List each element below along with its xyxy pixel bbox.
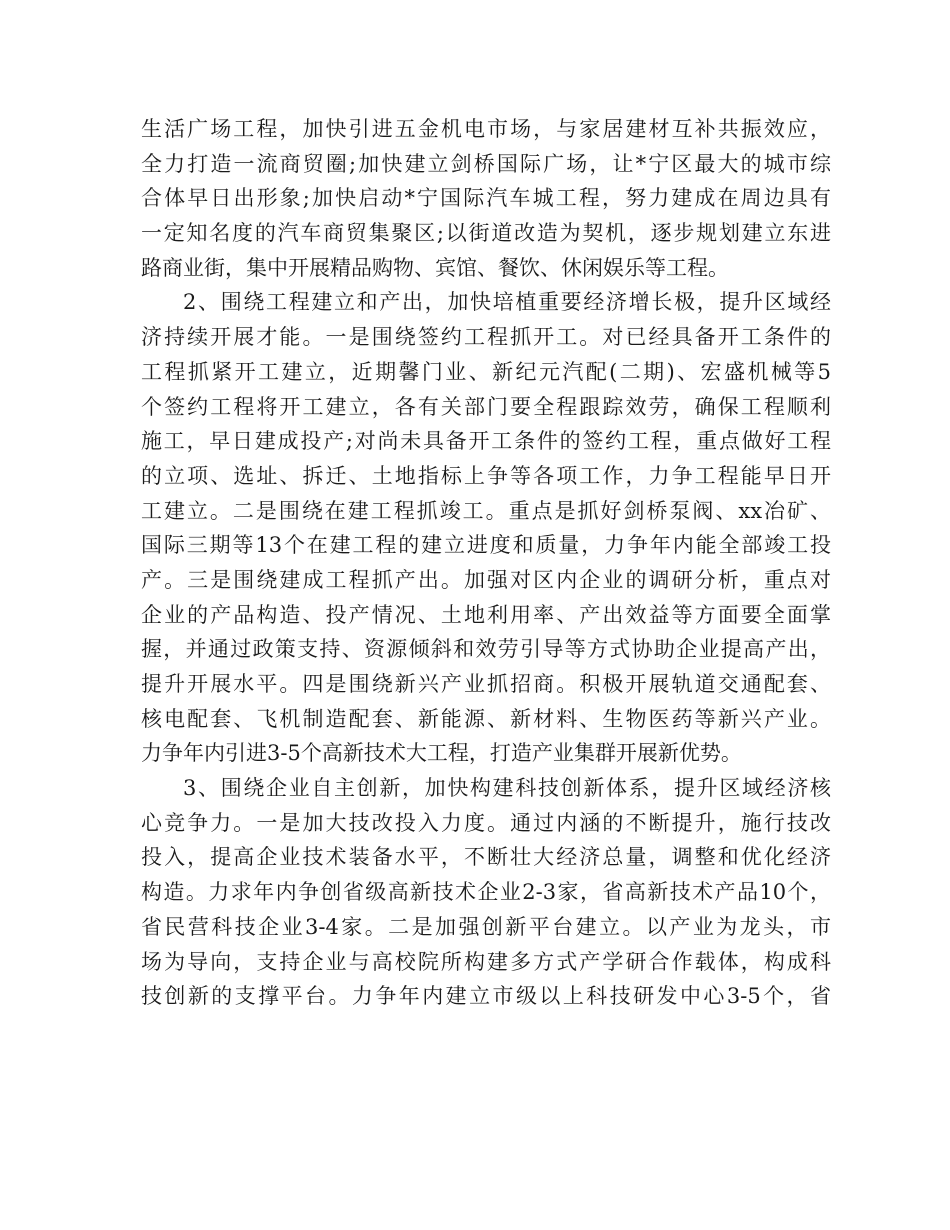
paragraph-1 — [141, 112, 831, 285]
text-line: 合体早日出形象;加快启动*宁国际汽车城工程，努力建成在周边具有 — [141, 186, 831, 211]
text-line: 构造。力求年内争创省级高新技术企业2-3家，省高新技术产品10个， — [141, 880, 831, 905]
paragraph-2 — [141, 285, 831, 771]
text-line: 生活广场工程，加快引进五金机电市场，与家居建材互补共振效应， — [141, 117, 831, 141]
text-line: 握，并通过政策支持、资源倾斜和效劳引导等方式协助企业提高产出， — [141, 637, 831, 662]
text-line: 企业的产品构造、投产情况、土地利用率、产出效益等方面要全面掌 — [141, 602, 831, 627]
text-line: 全力打造一流商贸圈;加快建立剑桥国际广场，让*宁区最大的城市综 — [141, 151, 831, 176]
text-line: 施工，早日建成投产;对尚未具备开工条件的签约工程，重点做好工程 — [141, 429, 831, 454]
text-line: 路商业街，集中开展精品购物、宾馆、餐饮、休闲娱乐等工程。 — [141, 255, 729, 280]
text-line: 核电配套、飞机制造配套、新能源、新材料、生物医药等新兴产业。 — [141, 706, 831, 731]
text-line: 产。三是围绕建成工程抓产出。加强对区内企业的调研分析，重点对 — [141, 567, 831, 592]
text-line: 技创新的支撑平台。力争年内建立市级以上科技研发中心3-5个，省 — [141, 984, 831, 1009]
text-line: 的立项、选址、拆迁、土地指标上争等各项工作，力争工程能早日开 — [141, 463, 831, 488]
text-line: 提升开展水平。四是围绕新兴产业抓招商。积极开展轨道交通配套、 — [141, 672, 831, 696]
text-line: 2、围绕工程建立和产出，加快培植重要经济增长极，提升区域经 — [183, 290, 831, 315]
text-line: 个签约工程将开工建立，各有关部门要全程跟踪效劳，确保工程顺利 — [141, 394, 831, 419]
text-line: 济持续开展才能。一是围绕签约工程抓开工。对已经具备开工条件的 — [141, 325, 831, 350]
text-line: 国际三期等13个在建工程的建立进度和质量，力争年内能全部竣工投 — [141, 533, 831, 558]
text-line: 3、围绕企业自主创新，加快构建科技创新体系，提升区域经济核 — [183, 776, 831, 801]
text-line: 投入，提高企业技术装备水平，不断壮大经济总量，调整和优化经济 — [141, 845, 831, 870]
document-body — [141, 112, 831, 1014]
text-line: 工程抓紧开工建立，近期馨门业、新纪元汽配(二期)、宏盛机械等5 — [141, 359, 831, 384]
text-line: 工建立。二是围绕在建工程抓竣工。重点是抓好剑桥泵阀、xx冶矿、 — [141, 498, 831, 523]
text-line: 力争年内引进3-5个高新技术大工程，打造产业集群开展新优势。 — [141, 741, 742, 766]
text-line: 省民营科技企业3-4家。二是加强创新平台建立。以产业为龙头，市 — [141, 914, 831, 939]
text-line: 心竞争力。一是加大技改投入力度。通过内涵的不断提升，施行技改 — [141, 810, 831, 835]
text-line: 场为导向，支持企业与高校院所构建多方式产学研合作载体，构成科 — [141, 949, 831, 974]
paragraph-3 — [141, 771, 831, 1014]
text-line: 一定知名度的汽车商贸集聚区;以街道改造为契机，逐步规划建立东进 — [141, 221, 831, 246]
